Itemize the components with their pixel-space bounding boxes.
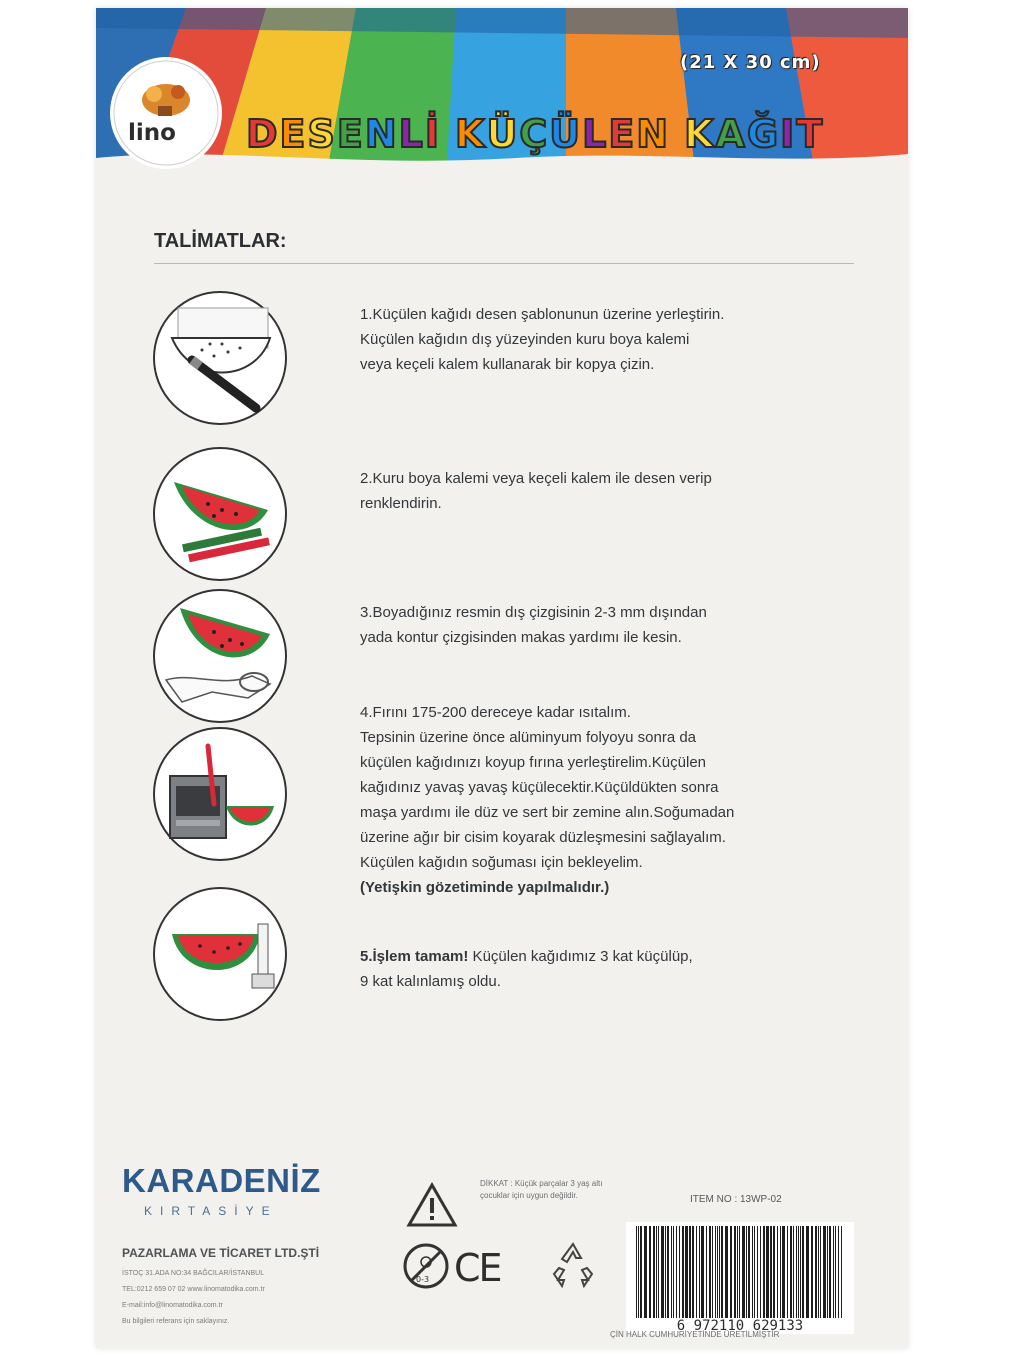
title-letter: E xyxy=(279,112,308,156)
title-letter: Ç xyxy=(519,112,550,156)
title-letter: Ü xyxy=(486,112,520,156)
step-5-line-2: 9 kat kalınlamış oldu. xyxy=(360,973,501,990)
barcode-bar xyxy=(640,1226,642,1318)
step-1-line-1: 1.Küçülen kağıdı desen şablonunun üzerine yerleştirin. xyxy=(360,306,725,323)
barcode-bar xyxy=(656,1226,657,1318)
brand-subtitle: KIRTASİYE xyxy=(144,1204,278,1218)
barcode-bar xyxy=(746,1226,747,1318)
item-number: ITEM NO : 13WP-02 xyxy=(690,1194,782,1205)
barcode-bar xyxy=(796,1226,797,1318)
barcode-bar xyxy=(815,1226,817,1318)
warning-text: DİKKAT : Küçük parçalar 3 yaş altı çocuklar için uygun değildir. xyxy=(480,1179,603,1200)
barcode-bar xyxy=(653,1226,655,1318)
title-letter: S xyxy=(307,112,337,156)
barcode-bar xyxy=(737,1226,738,1318)
step-2-line-2: renklendirin. xyxy=(360,495,442,512)
ce-mark: CE xyxy=(454,1246,501,1290)
barcode-bar xyxy=(806,1226,809,1318)
step-2-text xyxy=(360,466,900,516)
step-3-line-2: yada kontur çizgisinden makas yardımı ile kesin. xyxy=(360,629,682,646)
barcode-bar xyxy=(717,1226,718,1318)
title-letter: İ xyxy=(424,112,442,156)
company-address: İSTOÇ 31.ADA NO:34 BAĞCILAR/İSTANBUL xyxy=(122,1270,265,1277)
barcode-bar xyxy=(841,1226,842,1318)
step-5-line-1 xyxy=(360,944,900,969)
barcode-bar xyxy=(638,1226,639,1318)
barcode xyxy=(626,1222,854,1340)
company-email: E-mail:info@linomatodika.com.tr xyxy=(122,1302,223,1309)
barcode-bar xyxy=(838,1226,839,1318)
title-letter: Ğ xyxy=(746,112,781,156)
step-4-line-7: Küçülen kağıdın soğuması için bekleyelim. xyxy=(360,854,643,871)
barcode-bar xyxy=(719,1226,720,1318)
title-letter: Ü xyxy=(549,112,583,156)
step-1-line-3: veya keçeli kalem kullanarak bir kopya çizin. xyxy=(360,356,655,373)
barcode-bar xyxy=(760,1226,761,1318)
barcode-bar xyxy=(721,1226,723,1318)
step-4-line-5: maşa yardımı ile düz ve sert bir zemine alın.Soğumadan xyxy=(360,804,735,821)
step-4-line-4: kağıdınız yavaş yavaş küçülecektir.Küçüldükten sonra xyxy=(360,779,719,796)
barcode-bar xyxy=(802,1226,804,1318)
barcode-bar xyxy=(811,1226,813,1318)
made-in-text: ÇİN HALK CUMHURİYETİNDE ÜRETİLMİŞTİR xyxy=(610,1330,780,1339)
brand-name: KARADENİZ xyxy=(122,1162,321,1199)
barcode-bar xyxy=(829,1226,831,1318)
title-letter: I xyxy=(780,112,797,156)
barcode-bar xyxy=(685,1226,688,1318)
title-letter: A xyxy=(715,112,747,156)
company-phone: TEL:0212 659 07 02 www.linomatodika.com.tr xyxy=(122,1286,265,1293)
step-3-text xyxy=(360,600,900,650)
barcode-bar xyxy=(790,1226,792,1318)
header-banner xyxy=(96,8,908,178)
trace-watermelon-icon xyxy=(152,290,288,426)
step-5-text xyxy=(360,944,900,994)
barcode-bar xyxy=(748,1226,750,1318)
title-letter: E xyxy=(336,112,365,156)
title-letter: E xyxy=(608,112,637,156)
barcode-bar xyxy=(671,1226,672,1318)
size-label: (21 X 30 cm) xyxy=(680,52,821,73)
age-restriction-icon xyxy=(402,1242,450,1290)
barcode-bars xyxy=(626,1222,854,1322)
barcode-bar xyxy=(692,1226,694,1318)
barcode-bar xyxy=(754,1226,755,1318)
title-letter: D xyxy=(246,112,280,156)
barcode-bar xyxy=(820,1226,821,1318)
barcode-bar xyxy=(800,1226,801,1318)
barcode-bar xyxy=(827,1226,828,1318)
barcode-bar xyxy=(782,1226,785,1318)
step-5-line-1-rest: Küçülen kağıdımız 3 kat küçülüp, xyxy=(468,948,693,965)
barcode-bar xyxy=(833,1226,834,1318)
barcode-bar xyxy=(679,1226,680,1318)
step-4-line-1: 4.Fırını 175-200 dereceye kadar ısıtalım. xyxy=(360,704,631,721)
step-3-line-1: 3.Boyadığınız resmin dış çizgisinin 2-3 mm dışından xyxy=(360,604,707,621)
barcode-bar xyxy=(739,1226,740,1318)
barcode-bar xyxy=(715,1226,716,1318)
barcode-bar xyxy=(676,1226,677,1318)
barcode-bar xyxy=(649,1226,651,1318)
barcode-bar xyxy=(712,1226,713,1318)
barcode-number: 6 972110 629133 xyxy=(626,1318,854,1334)
barcode-bar xyxy=(673,1226,674,1318)
step-4-note: (Yetişkin gözetiminde yapılmalıdır.) xyxy=(360,879,610,896)
age-label: 0-3 xyxy=(416,1275,430,1284)
title-letter: N xyxy=(364,112,399,156)
barcode-bar xyxy=(787,1226,788,1318)
barcode-bar xyxy=(793,1226,794,1318)
cut-watermelon-icon xyxy=(152,588,288,724)
barcode-bar xyxy=(730,1226,732,1318)
barcode-bar xyxy=(636,1226,637,1318)
title-letter: K xyxy=(684,112,716,156)
barcode-bar xyxy=(742,1226,745,1318)
step-2-line-1: 2.Kuru boya kalemi veya keçeli kalem ile desen verip xyxy=(360,470,712,487)
barcode-bar xyxy=(823,1226,826,1318)
title-letter: T xyxy=(796,112,825,156)
step-4-line-6: üzerine ağır bir cisim koyarak düzleşmesini sağlayalım. xyxy=(360,829,726,846)
barcode-bar xyxy=(798,1226,799,1318)
barcode-bar xyxy=(757,1226,758,1318)
barcode-bar xyxy=(701,1226,704,1318)
step-4-text xyxy=(360,700,900,900)
keep-note: Bu bilgileri referans için saklayınız. xyxy=(122,1318,230,1325)
barcode-bar xyxy=(818,1226,819,1318)
barcode-bar xyxy=(734,1226,736,1318)
barcode-bar xyxy=(777,1226,778,1318)
lino-logo-text: lino xyxy=(128,120,176,146)
company-name: PAZARLAMA VE TİCARET LTD.ŞTİ xyxy=(122,1246,320,1260)
barcode-bar xyxy=(709,1226,711,1318)
oven-watermelon-icon xyxy=(152,726,288,862)
barcode-bar xyxy=(766,1226,769,1318)
step-5-lead: 5.İşlem tamam! xyxy=(360,948,469,965)
step-1-text xyxy=(360,302,900,377)
title-letter: K xyxy=(455,112,487,156)
barcode-bar xyxy=(706,1226,707,1318)
lino-logo xyxy=(108,54,226,172)
barcode-bar xyxy=(689,1226,691,1318)
barcode-bar xyxy=(835,1226,836,1318)
step-4-line-2: Tepsinin üzerine önce alüminyum folyoyu sonra da xyxy=(360,729,697,746)
title-letter: N xyxy=(636,112,671,156)
barcode-bar xyxy=(699,1226,700,1318)
title-letter: L xyxy=(582,112,609,156)
recycle-icon xyxy=(548,1240,598,1288)
divider xyxy=(154,263,854,264)
warning-triangle-icon xyxy=(406,1182,458,1228)
barcode-bar xyxy=(682,1226,684,1318)
barcode-bar xyxy=(696,1226,697,1318)
finished-watermelon-icon xyxy=(152,886,288,1022)
color-watermelon-icon xyxy=(152,446,288,582)
barcode-bar xyxy=(752,1226,753,1318)
barcode-bar xyxy=(665,1226,666,1318)
barcode-bar xyxy=(644,1226,647,1318)
barcode-bar xyxy=(773,1226,775,1318)
barcode-bar xyxy=(658,1226,659,1318)
step-4-line-3: küçülen kağıdınızı koyup fırına yerleştirelim.Küçülen xyxy=(360,754,707,771)
barcode-bar xyxy=(661,1226,664,1318)
barcode-bar xyxy=(667,1226,669,1318)
product-title xyxy=(246,112,824,156)
barcode-bar xyxy=(763,1226,765,1318)
title-letter: L xyxy=(398,112,425,156)
barcode-bar xyxy=(725,1226,728,1318)
instructions-heading: TALİMATLAR: xyxy=(154,230,287,252)
barcode-bar xyxy=(770,1226,772,1318)
product-back-card xyxy=(96,8,908,1348)
barcode-bar xyxy=(780,1226,781,1318)
step-1-line-2: Küçülen kağıdın dış yüzeyinden kuru boya kalemi xyxy=(360,331,690,348)
